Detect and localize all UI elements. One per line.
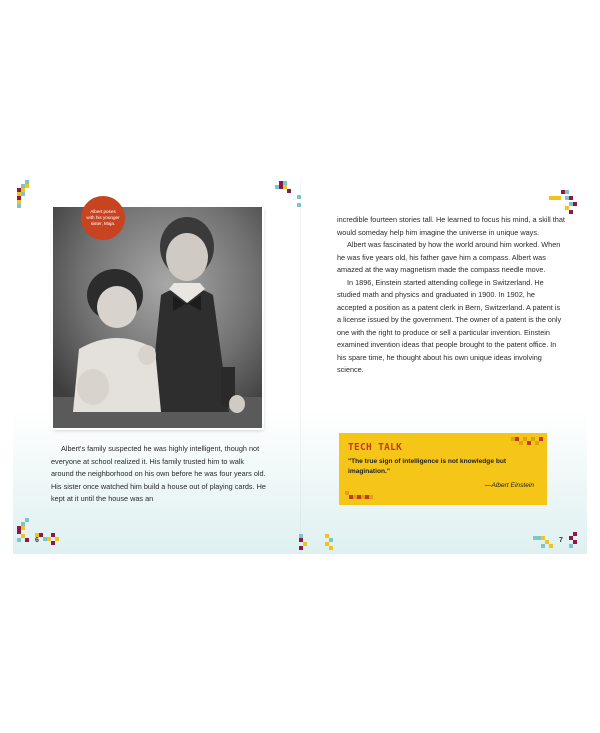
left-paragraph-1: Albert's family suspected he was highly intelligent, though not everyone at school realized it. His family trusted him to walk around the neighborhood on his own before he was four years old. His sister once watched him build a house out of playing cards. He kept at it until the house was an bbox=[51, 444, 266, 503]
photo-caption-badge bbox=[81, 196, 125, 240]
historical-photo bbox=[53, 207, 262, 428]
page-number-right: 7 bbox=[559, 537, 563, 544]
tech-talk-box bbox=[339, 433, 547, 505]
tech-talk-title: TECH TALK bbox=[348, 442, 403, 453]
photo-caption-text: Albert poses with his younger sister, Maja. bbox=[86, 209, 120, 226]
right-paragraph-3: In 1896, Einstein started attending college in Switzerland. He studied math and physics and graduated in 1900. In 1902, he accepted a position as a patent clerk in Bern, Switzerland. A patent is a license issued by the government. The owner of a patent is the only one with the right to produce or sell a particular invention. Einstein examined invention ideas that people brought to the patent office. In his spare time, he thought about his own unique ideas involving science. bbox=[337, 277, 562, 374]
photo-illustration bbox=[53, 207, 262, 428]
right-page-text bbox=[337, 214, 565, 377]
page-gutter bbox=[300, 178, 301, 554]
page-number-left: 6 bbox=[35, 537, 39, 544]
right-paragraph-1: incredible fourteen stories tall. He learned to focus his mind, a skill that would someday help him imagine the universe in unique ways. bbox=[337, 215, 565, 237]
book-spread bbox=[13, 178, 587, 554]
left-page-text bbox=[51, 443, 266, 506]
tech-talk-author: —Albert Einstein bbox=[484, 482, 534, 489]
right-paragraph-2: Albert was fascinated by how the world around him worked. When he was five years old, his father gave him a compass. Albert was amazed at the way magnetism made the compass needle move. bbox=[337, 240, 561, 274]
tech-talk-quote: "The true sign of intelligence is not knowledge but imagination." bbox=[348, 458, 507, 475]
